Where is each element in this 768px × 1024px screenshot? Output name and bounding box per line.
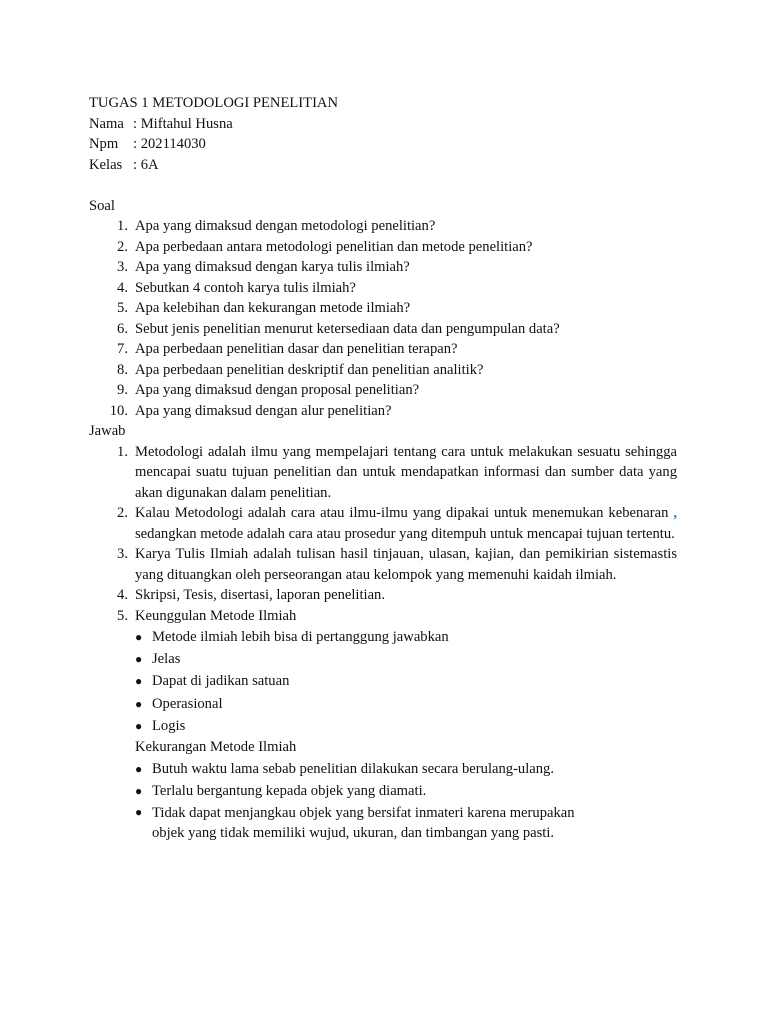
- bullet-item: [134, 670, 676, 692]
- question-item: [89, 319, 677, 340]
- bullet-text: Dapat di jadikan satuan: [152, 673, 290, 690]
- question-number: 8.: [117, 361, 128, 378]
- bullet-text: Butuh waktu lama sebab penelitian dilakukan secara berulang-ulang.: [152, 760, 554, 777]
- keunggulan-list: [134, 626, 676, 737]
- answer-text-part: Kalau Metodologi adalah cara atau ilmu-ilmu yang dipakai untuk menemukan kebenaran: [135, 505, 674, 521]
- bullet-item: [134, 715, 676, 737]
- answer-item-1: [89, 442, 677, 504]
- bullet-item: [134, 802, 588, 844]
- question-item: [89, 216, 677, 237]
- question-text: Apa perbedaan penelitian deskriptif dan penelitian analitik?: [135, 361, 484, 378]
- question-number: 9.: [117, 382, 128, 398]
- question-text: Sebut jenis penelitian menurut ketersediaan data dan pengumpulan data?: [135, 320, 560, 337]
- jawab-heading: Jawab: [89, 423, 126, 439]
- question-number: 6.: [117, 320, 128, 337]
- question-item: [89, 339, 677, 360]
- blank-line: [89, 175, 677, 196]
- question-text: Apa kelebihan dan kekurangan metode ilmiah?: [135, 300, 411, 316]
- question-text: Apa yang dimaksud dengan metodologi penelitian?: [135, 218, 436, 234]
- bullet-icon: ●: [135, 674, 143, 689]
- highlighted-comma: ,: [673, 505, 677, 521]
- answer-number: 1.: [117, 443, 128, 460]
- answer-number: 5.: [117, 607, 128, 624]
- bullet-text: Logis: [152, 717, 186, 734]
- document-page: [89, 93, 677, 844]
- bullet-icon: ●: [135, 761, 143, 776]
- bullet-icon: ●: [135, 696, 143, 711]
- question-text: Sebutkan 4 contoh karya tulis ilmiah?: [135, 279, 356, 296]
- bullet-text: Operasional: [152, 695, 223, 712]
- question-number: 2.: [117, 238, 128, 255]
- question-text: Apa yang dimaksud dengan alur penelitian?: [135, 402, 392, 419]
- bullet-text: Tidak dapat menjangkau objek yang bersifat inmateri karena merupakan objek yang tidak memiliki wujud, ukuran, dan timbangan yang pasti.: [152, 804, 575, 842]
- identity-row-kelas: [89, 155, 677, 176]
- kekurangan-label: Kekurangan Metode Ilmiah: [135, 739, 297, 756]
- bullet-icon: ●: [135, 783, 143, 798]
- question-text: Apa perbedaan penelitian dasar dan penelitian terapan?: [135, 341, 458, 357]
- bullet-icon: ●: [135, 804, 143, 819]
- bullet-item: [134, 758, 676, 780]
- kekurangan-list: [134, 758, 676, 844]
- bullet-icon: ●: [135, 630, 143, 644]
- question-item: [89, 278, 677, 299]
- question-number: 10.: [109, 402, 128, 419]
- answer-text-part: sedangkan metode adalah cara atau prosedur yang ditempuh untuk mencapai tujuan tertentu.: [135, 525, 675, 542]
- bullet-text: Jelas: [152, 651, 181, 668]
- question-item: [89, 360, 677, 381]
- question-item: [89, 298, 677, 319]
- bullet-item: [134, 780, 676, 802]
- bullet-item: [134, 648, 676, 670]
- question-item: [89, 380, 677, 401]
- identity-value: : Miftahul Husna: [133, 115, 233, 132]
- question-item: [89, 401, 677, 422]
- question-item: [89, 257, 677, 278]
- question-number: 1.: [117, 218, 128, 234]
- answer-list: [89, 442, 677, 844]
- answer-item-2: [89, 503, 677, 544]
- answer-item-4: [89, 585, 677, 606]
- answer-number: 3.: [117, 546, 128, 562]
- question-number: 7.: [117, 341, 128, 357]
- question-number: 4.: [117, 279, 128, 296]
- identity-key: Nama: [89, 115, 124, 132]
- identity-value: : 202114030: [133, 136, 206, 152]
- answer-number: 4.: [117, 587, 128, 603]
- identity-key: Kelas: [89, 156, 123, 173]
- bullet-icon: ●: [135, 652, 143, 667]
- document-title: TUGAS 1 METODOLOGI PENELITIAN: [89, 95, 339, 111]
- identity-key: Npm: [89, 136, 119, 152]
- bullet-icon: ●: [135, 718, 143, 733]
- question-text: Apa perbedaan antara metodologi penelitian dan metode penelitian?: [135, 238, 533, 255]
- bullet-text: Metode ilmiah lebih bisa di pertanggung jawabkan: [152, 629, 449, 645]
- soal-heading: Soal: [89, 197, 115, 214]
- question-number: 5.: [117, 300, 128, 316]
- answer-text: [135, 503, 677, 544]
- answer-number: 2.: [117, 505, 128, 521]
- answer-item-5: [89, 606, 677, 844]
- question-text: Apa yang dimaksud dengan proposal penelitian?: [135, 382, 420, 398]
- answer-text: Metodologi adalah ilmu yang mempelajari tentang cara untuk melakukan sesuatu sehingga mencapai suatu tujuan penelitian dan untuk mendapatkan informasi dan sumber data yang akan digunakan dalam penelitian.: [135, 443, 677, 501]
- bullet-item: [134, 626, 676, 648]
- bullet-item: [134, 693, 676, 715]
- identity-row-nama: [89, 114, 677, 135]
- answer-text: Skripsi, Tesis, disertasi, laporan penelitian.: [135, 587, 386, 603]
- answer-item-3: [89, 544, 677, 585]
- question-text: Apa yang dimaksud dengan karya tulis ilmiah?: [135, 259, 410, 275]
- question-item: [89, 237, 677, 258]
- question-number: 3.: [117, 259, 128, 275]
- answer-text: Karya Tulis Ilmiah adalah tulisan hasil tinjauan, ulasan, kajian, dan pemikirian sistemastis yang dituangkan oleh perseorangan atau kelompok yang memenuhi kaidah ilmiah.: [135, 546, 677, 583]
- keunggulan-label: Keunggulan Metode Ilmiah: [135, 607, 297, 624]
- question-list: [89, 216, 677, 421]
- bullet-text: Terlalu bergantung kepada objek yang diamati.: [152, 782, 427, 799]
- identity-value: : 6A: [133, 156, 159, 173]
- identity-row-npm: [89, 134, 677, 155]
